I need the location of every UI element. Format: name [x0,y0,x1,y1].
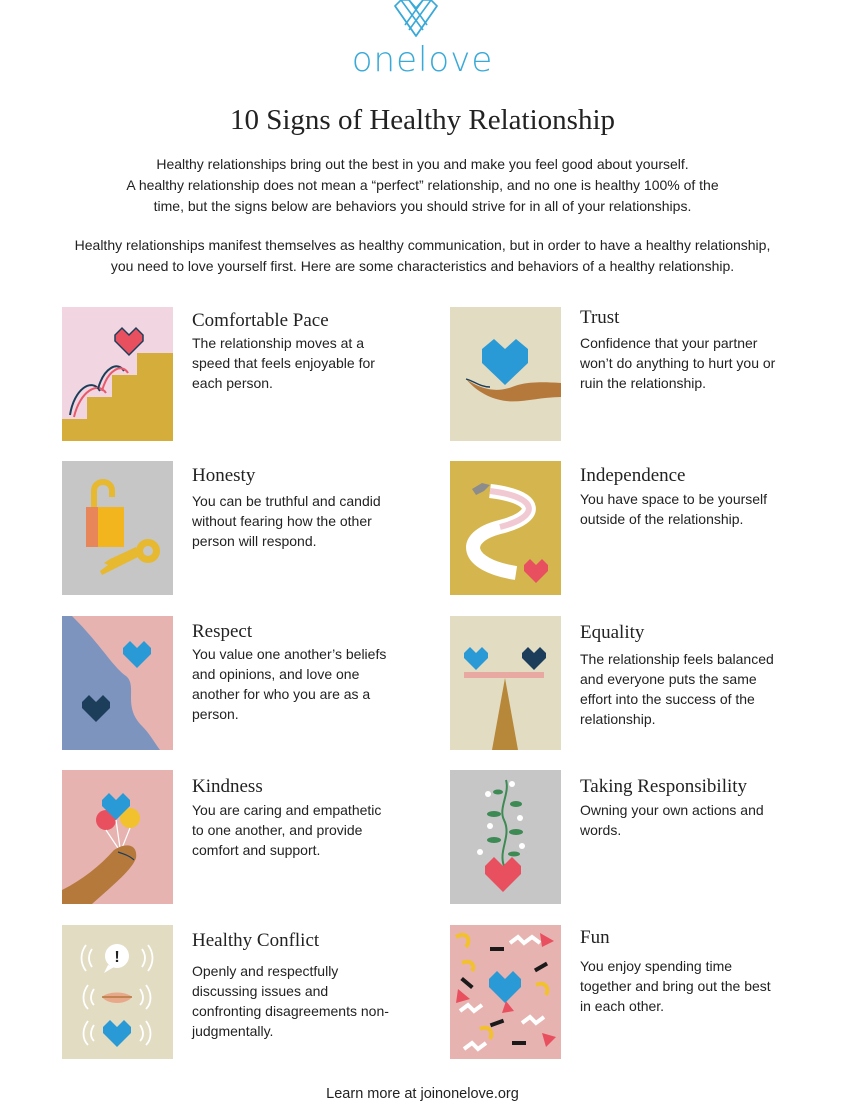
intro-line: you need to love yourself first. Here are some characteristics and behaviors of a healthy relationship. [110,258,735,274]
sign-card-equality [450,616,780,750]
balance-scale-hearts-icon [450,616,561,750]
sign-description: You have space to be yourself outside of the relationship. [580,491,768,527]
sign-title: Healthy Conflict [192,930,320,951]
sign-title: Kindness [192,776,263,797]
sign-title: Trust [580,307,620,328]
sign-card-healthy-conflict [62,925,392,1059]
sign-title: Honesty [192,465,256,486]
sign-card-honesty [62,461,392,595]
intro-line: time, but the signs below are behaviors you should strive for in all of your relationships. [153,198,692,214]
intro-paragraph-1 [40,154,805,217]
sign-card-taking-responsibility [450,770,780,904]
sign-description: Confidence that your partner won’t do anything to hurt you or ruin the relationship. [580,335,776,391]
sign-card-comfortable-pace [62,307,392,441]
intro-line: Healthy relationships bring out the best in you and make you feel good about yourself. [156,156,689,172]
bird-ribbon-heart-icon [450,461,561,595]
hand-balloons-icon [62,770,173,904]
sign-title: Independence [580,465,686,486]
sign-description: Owning your own actions and words. [580,802,764,838]
sign-description: You can be truthful and candid without fearing how the other person will respond. [192,493,381,549]
sign-card-independence [450,461,780,595]
intro-line: Healthy relationships manifest themselves as healthy communication, but in order to have a healthy relationship, [74,237,771,253]
intro-paragraph-2 [40,235,805,277]
exclamation-icon: ! [114,949,120,966]
sign-card-kindness [62,770,392,904]
sign-description: You are caring and empathetic to one another, and provide comfort and support. [192,802,382,858]
sign-title: Respect [192,621,253,642]
hand-holding-heart-icon [450,307,561,441]
stairs-heart-icon [62,307,173,441]
sign-description: You value one another’s beliefs and opinions, and love one another for who you are as a person. [192,646,387,722]
brand-name: onelove [351,40,494,80]
sign-description: The relationship feels balanced and everyone puts the same effort into the success of the relationship. [580,651,774,727]
sign-title: Fun [580,927,610,948]
sign-title: Taking Responsibility [580,776,748,797]
intro-line: A healthy relationship does not mean a “perfect” relationship, and no one is healthy 100% of the [126,177,719,193]
sign-title: Equality [580,622,645,643]
sign-description: You enjoy spending time together and bring out the best in each other. [580,958,771,1014]
sign-card-respect [62,616,392,750]
sign-card-fun [450,925,780,1059]
sign-description: The relationship moves at a speed that feels enjoyable for each person. [192,335,375,391]
page-title: 10 Signs of Healthy Relationship [229,104,616,136]
speech-lips-heart-icon [62,925,173,1059]
confetti-heart-icon [450,925,561,1059]
onelove-heart-logo-icon [393,0,439,38]
footer-link-text: Learn more at joinonelove.org [326,1086,519,1102]
sign-description: Openly and respectfully discussing issues and confronting disagreements non-judgmentally. [192,963,389,1039]
sign-card-trust [450,307,780,441]
two-hearts-wave-icon [62,616,173,750]
heart-vine-icon [450,770,561,904]
padlock-key-icon [62,461,173,595]
sign-title: Comfortable Pace [192,310,329,331]
